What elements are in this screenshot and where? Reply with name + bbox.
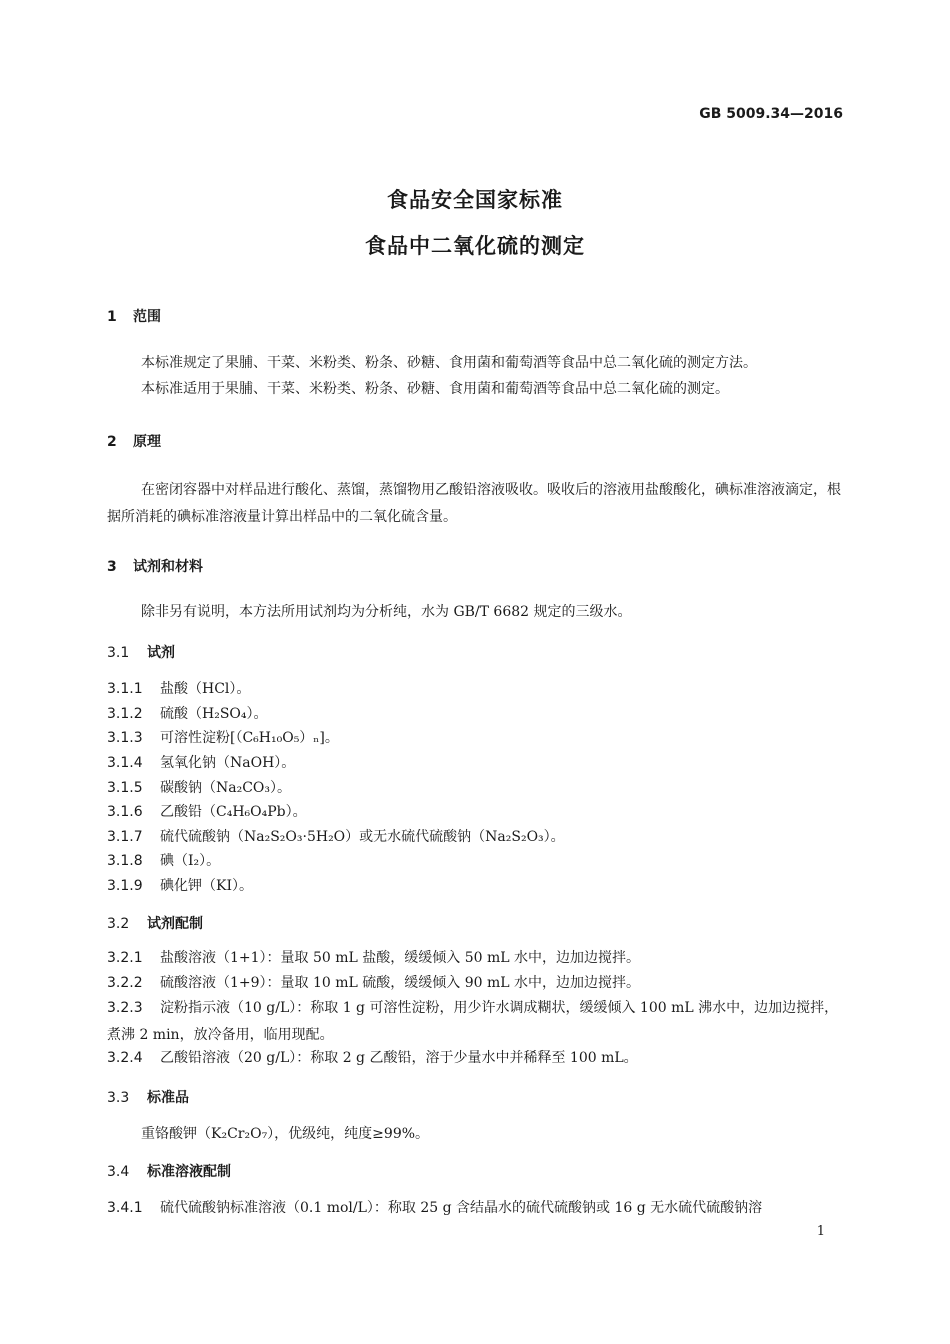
item-text: 乙酸铅（C₄H₆O₄Pb）。 bbox=[160, 804, 307, 820]
list-item bbox=[107, 750, 843, 777]
item-number: 3.2.3 bbox=[107, 1000, 143, 1016]
item-text: 盐酸（HCl）。 bbox=[160, 681, 251, 697]
item-number: 3.1.6 bbox=[107, 804, 143, 820]
list-item bbox=[107, 970, 843, 997]
item-number: 3.1.3 bbox=[107, 730, 143, 746]
item-number: 3.1.2 bbox=[107, 706, 143, 722]
item-text: 碳酸钠（Na₂CO₃）。 bbox=[160, 780, 292, 796]
list-item bbox=[107, 824, 843, 851]
list-item bbox=[107, 873, 843, 900]
item-text: 盐酸溶液（1+1）：量取 50 mL 盐酸，缓缓倾入 50 mL 水中，边加边搅拌。 bbox=[160, 950, 641, 966]
section-number: 1 bbox=[107, 309, 117, 325]
title-line-2: 食品中二氧化硫的测定 bbox=[365, 234, 585, 258]
section-title: 范围 bbox=[133, 309, 161, 325]
section-title: 标准品 bbox=[147, 1090, 189, 1106]
section-number: 3.1 bbox=[107, 645, 130, 661]
item-text: 硫代硫酸钠（Na₂S₂O₃·5H₂O）或无水硫代硫酸钠（Na₂S₂O₃）。 bbox=[160, 829, 565, 845]
section-title: 试剂配制 bbox=[147, 916, 203, 932]
standard-code: GB 5009.34—2016 bbox=[699, 106, 843, 122]
item-text: 淀粉指示液（10 g/L）：称取 1 g 可溶性淀粉，用少许水调成糊状，缓缓倾入 100 mL 沸水中，边加边搅拌，煮沸 2 min，放冷备用，临用现配。 bbox=[107, 1000, 839, 1043]
list-item bbox=[107, 945, 843, 972]
list-item bbox=[107, 775, 843, 802]
list-item bbox=[107, 725, 843, 752]
item-number: 3.2.4 bbox=[107, 1050, 143, 1066]
item-number: 3.2.2 bbox=[107, 975, 143, 991]
section-2-heading bbox=[107, 431, 161, 451]
section-3-2-heading bbox=[107, 913, 203, 933]
section-title: 标准溶液配制 bbox=[147, 1164, 231, 1180]
section-1-heading bbox=[107, 306, 161, 326]
list-item bbox=[107, 995, 843, 1049]
list-item bbox=[107, 1045, 843, 1072]
section-3-3-paragraph: 重铬酸钾（K₂Cr₂O₇），优级纯，纯度≥99%。 bbox=[141, 1126, 430, 1142]
list-item bbox=[107, 701, 843, 728]
item-number: 3.1.1 bbox=[107, 681, 143, 697]
item-text: 氢氧化钠（NaOH）。 bbox=[160, 755, 296, 771]
section-1-paragraph-2: 本标准适用于果脯、干菜、米粉类、粉条、砂糖、食用菌和葡萄酒等食品中总二氧化硫的测定。 bbox=[141, 381, 729, 397]
list-item bbox=[107, 676, 843, 703]
list-item bbox=[107, 1195, 843, 1222]
item-number: 3.1.4 bbox=[107, 755, 143, 771]
title-line-1: 食品安全国家标准 bbox=[387, 188, 563, 212]
item-number: 3.4.1 bbox=[107, 1200, 143, 1216]
item-number: 3.1.9 bbox=[107, 878, 143, 894]
section-3-heading bbox=[107, 556, 203, 576]
item-number: 3.1.8 bbox=[107, 853, 143, 869]
section-number: 3.4 bbox=[107, 1164, 130, 1180]
section-2-paragraph: 在密闭容器中对样品进行酸化、蒸馏，蒸馏物用乙酸铅溶液吸收。吸收后的溶液用盐酸酸化，碘标准溶液滴定，根据所消耗的碘标准溶液量计算出样品中的二氧化硫含量。 bbox=[107, 482, 841, 525]
section-number: 2 bbox=[107, 434, 117, 450]
item-number: 3.1.5 bbox=[107, 780, 143, 796]
item-text: 硫酸溶液（1+9）：量取 10 mL 硫酸，缓缓倾入 90 mL 水中，边加边搅拌。 bbox=[160, 975, 641, 991]
section-title: 试剂 bbox=[147, 645, 175, 661]
item-text: 碘化钾（KI）。 bbox=[160, 878, 253, 894]
item-text: 硫酸（H₂SO₄）。 bbox=[160, 706, 268, 722]
item-number: 3.1.7 bbox=[107, 829, 143, 845]
item-text: 硫代硫酸钠标准溶液（0.1 mol/L）：称取 25 g 含结晶水的硫代硫酸钠或 16 g 无水硫代硫酸钠溶 bbox=[160, 1200, 763, 1216]
section-number: 3.3 bbox=[107, 1090, 130, 1106]
item-text: 乙酸铅溶液（20 g/L）：称取 2 g 乙酸铅，溶于少量水中并稀释至 100 mL。 bbox=[160, 1050, 638, 1066]
section-3-paragraph: 除非另有说明，本方法所用试剂均为分析纯，水为 GB/T 6682 规定的三级水。 bbox=[141, 604, 632, 620]
section-number: 3.2 bbox=[107, 916, 130, 932]
section-number: 3 bbox=[107, 559, 117, 575]
section-title: 原理 bbox=[133, 434, 161, 450]
section-3-3-heading bbox=[107, 1087, 189, 1107]
item-text: 碘（I₂）。 bbox=[160, 853, 221, 869]
list-item bbox=[107, 848, 843, 875]
list-item bbox=[107, 799, 843, 826]
section-3-1-heading bbox=[107, 642, 175, 662]
item-number: 3.2.1 bbox=[107, 950, 143, 966]
item-text: 可溶性淀粉[（C₆H₁₀O₅）ₙ]。 bbox=[160, 730, 339, 746]
section-title: 试剂和材料 bbox=[133, 559, 203, 575]
section-1-paragraph-1: 本标准规定了果脯、干菜、米粉类、粉条、砂糖、食用菌和葡萄酒等食品中总二氧化硫的测定方法。 bbox=[141, 355, 757, 371]
page-number: 1 bbox=[816, 1224, 825, 1239]
section-3-4-heading bbox=[107, 1161, 231, 1181]
